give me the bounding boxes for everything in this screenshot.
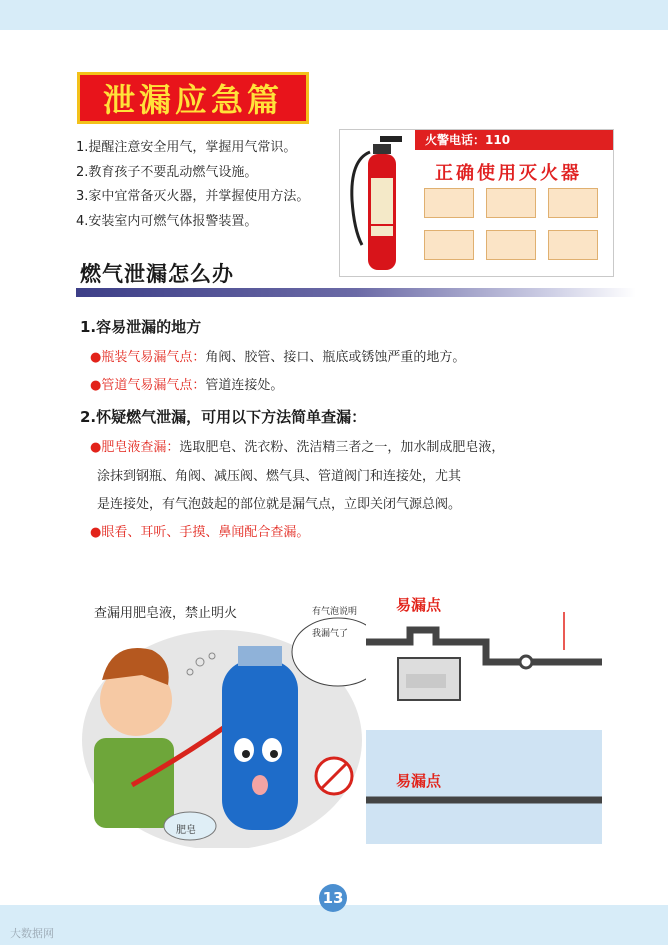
s1-b1-label: 瓶装气易漏气点： [101, 350, 206, 365]
s2-bullet-2 [90, 521, 309, 540]
speech-bubble-line-1: 有气泡说明 [312, 607, 358, 617]
speech-bubble-line-2: 我漏气了 [312, 629, 349, 639]
s1-bullet-1 [90, 346, 465, 365]
step-image [486, 230, 536, 260]
s2-heading: 2.怀疑燃气泄漏，可用以下方法简单查漏： [80, 408, 367, 426]
section-divider [76, 288, 636, 297]
s2-b2-text: 眼看、耳听、手摸、鼻闻配合查漏。 [101, 525, 310, 540]
s2-b1-line2: 涂抹到钢瓶、角阀、减压阀、燃气具、管道阀门和连接处，尤其 [97, 469, 462, 484]
step-image [548, 230, 598, 260]
step-image [548, 188, 598, 218]
step-image [486, 188, 536, 218]
intro-item: 1.提醒注意安全用气，掌握用气常识。 [76, 140, 297, 155]
fire-extinguisher-icon [340, 130, 420, 277]
bullet-dot-icon: ● [90, 350, 102, 365]
intro-item: 2.教育孩子不要乱动燃气设施。 [76, 164, 258, 180]
leak-point-label-2: 易漏点 [396, 772, 442, 790]
gas-pipe-diagram [366, 590, 602, 848]
s1-bullet-2 [90, 374, 283, 393]
step-image [424, 188, 474, 218]
soap-test-illustration [72, 590, 366, 848]
fire-phone-label: 火警电话：110 [415, 130, 614, 150]
section-heading: 燃气泄漏怎么办 [80, 262, 234, 286]
bullet-dot-icon: ● [90, 378, 102, 393]
s2-b1-line3: 是连接处，有气泡鼓起的部位就是漏气点，立即关闭气源总阀。 [97, 497, 462, 512]
bullet-dot-icon: ● [90, 525, 102, 540]
intro-list [76, 136, 346, 234]
page-title-box [77, 72, 309, 124]
leak-point-label-1: 易漏点 [396, 596, 442, 614]
page-title: 泄漏应急篇 [102, 81, 283, 119]
poster-title: 正确使用灭火器 [435, 163, 582, 184]
s2-b1-label: 肥皂液查漏： [101, 440, 180, 455]
intro-item: 3.家中宜常备灭火器，并掌握使用方法。 [76, 189, 310, 204]
s1-b2-text: 管道连接处。 [205, 378, 284, 393]
bullet-dot-icon: ● [90, 440, 102, 455]
extinguisher-poster [339, 129, 614, 277]
intro-item: 4.安装室内可燃气体报警装置。 [76, 213, 258, 229]
s1-b1-text: 角阀、胶管、接口、瓶底或锈蚀严重的地方。 [205, 350, 466, 365]
s1-b2-label: 管道气易漏气点： [101, 378, 206, 393]
s1-heading: 1.容易泄漏的地方 [80, 318, 202, 336]
illustration-caption: 查漏用肥皂液，禁止明火 [94, 606, 238, 621]
soap-label: 肥皂 [176, 825, 196, 836]
s2-bullet-1 [90, 436, 504, 455]
page-number: 13 [319, 884, 347, 912]
leak-point-diagram [366, 590, 602, 848]
top-band [0, 0, 668, 30]
s2-b1-line1: 选取肥皂、洗衣粉、洗洁精三者之一，加水制成肥皂液， [179, 440, 505, 455]
watermark: 大数据网 [10, 927, 54, 940]
step-image [424, 230, 474, 260]
